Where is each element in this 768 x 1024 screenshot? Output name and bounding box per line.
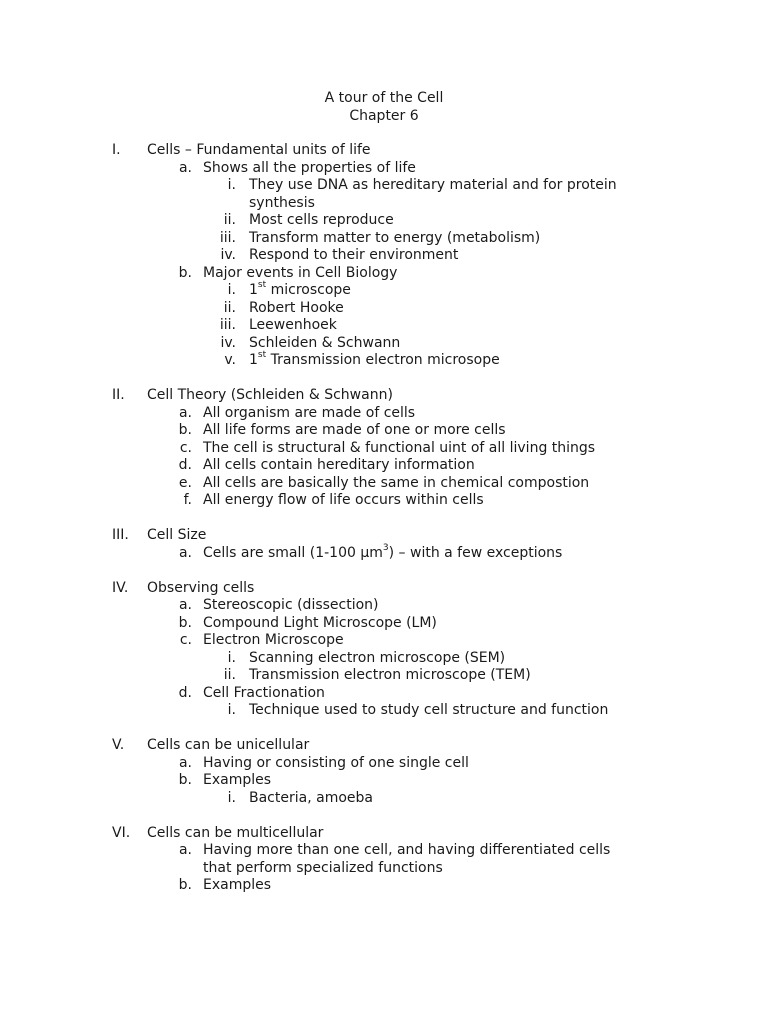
section-spacer: [0, 807, 768, 825]
section-title: Cells can be unicellular: [147, 737, 310, 753]
section-heading: [0, 387, 768, 405]
item-text: All organism are made of cells: [203, 404, 416, 421]
subitem-label: ii.: [223, 212, 236, 228]
outline-item: [0, 265, 768, 283]
subitem-text-rest: Transmission electron microsope: [266, 352, 500, 368]
outline-item-continued: [0, 860, 768, 878]
item-text-continued: that perform specialized functions: [203, 859, 443, 876]
item-label: a.: [178, 404, 192, 421]
item-label: e.: [178, 474, 192, 491]
item-text: All energy flow of life occurs within cells: [203, 492, 484, 508]
cubed-superscript: 3: [382, 542, 389, 553]
section-heading: [0, 825, 768, 843]
item-label: d.: [178, 684, 192, 701]
outline-item: [0, 685, 768, 703]
item-label: b.: [178, 877, 192, 893]
outline-item: [0, 405, 768, 423]
item-label: a.: [178, 159, 192, 176]
outline-subitem: [0, 335, 768, 353]
section-numeral: III.: [112, 527, 129, 543]
outline-item: [0, 440, 768, 458]
subitem-text: Bacteria, amoeba: [249, 789, 373, 806]
subitem-text: Technique used to study cell structure and function: [249, 702, 609, 718]
subitem-label: v.: [224, 352, 236, 368]
subitem-text-continued: synthesis: [249, 194, 315, 211]
item-text: Having or consisting of one single cell: [203, 754, 469, 771]
subitem-label: i.: [227, 177, 236, 193]
section-spacer: [0, 510, 768, 528]
subitem-text: Schleiden & Schwann: [249, 334, 401, 351]
subitem-label: i.: [227, 282, 236, 298]
outline-subitem: [0, 230, 768, 248]
subitem-text: Robert Hooke: [249, 299, 344, 316]
ordinal-number: 1: [249, 282, 258, 298]
section-heading: [0, 527, 768, 545]
item-label: c.: [179, 632, 192, 648]
subitem-text: [249, 352, 500, 370]
outline-item: [0, 542, 768, 563]
subitem-text: [249, 282, 351, 300]
document-subtitle: Chapter 6: [349, 107, 419, 124]
section-spacer: [0, 562, 768, 580]
item-label: a.: [178, 754, 192, 771]
item-label: c.: [179, 439, 192, 456]
subitem-label: iii.: [219, 229, 236, 246]
section-numeral: V.: [112, 737, 125, 753]
outline-item: [0, 632, 768, 650]
item-text: All cells contain hereditary information: [203, 457, 475, 473]
subitem-label: iv.: [220, 247, 236, 263]
subitem-label: ii.: [223, 667, 236, 683]
section-title: Cells can be multicellular: [147, 824, 324, 841]
item-text: Examples: [203, 772, 272, 788]
outline-subitem: [0, 212, 768, 230]
outline-item: [0, 842, 768, 860]
item-label: b.: [178, 422, 192, 438]
item-text: Compound Light Microscope (LM): [203, 614, 437, 631]
section-heading: [0, 580, 768, 598]
item-label: b.: [178, 614, 192, 631]
subitem-label: ii.: [223, 299, 236, 316]
item-text: Having more than one cell, and having differentiated cells: [203, 842, 611, 858]
item-label: f.: [183, 492, 192, 508]
outline-subitem-continued: [0, 195, 768, 213]
outline-item: [0, 772, 768, 790]
item-text: Major events in Cell Biology: [203, 264, 398, 281]
outline-item: [0, 422, 768, 440]
outline-subitem: [0, 667, 768, 685]
outline-subitem: [0, 790, 768, 808]
item-label: b.: [178, 772, 192, 788]
outline: [0, 142, 768, 895]
item-label: a.: [178, 544, 192, 561]
item-text-end: ) – with a few exceptions: [388, 544, 563, 561]
section-spacer: [0, 720, 768, 738]
section-title: Observing cells: [147, 579, 255, 596]
outline-item: [0, 160, 768, 178]
outline-subitem: [0, 282, 768, 300]
subitem-label: i.: [227, 702, 236, 718]
document-title: A tour of the Cell: [324, 90, 444, 106]
ordinal-suffix: st: [257, 280, 267, 291]
section-heading: [0, 737, 768, 755]
outline-subitem: [0, 300, 768, 318]
subitem-label: iii.: [219, 317, 236, 333]
item-text: All life forms are made of one or more cells: [203, 422, 506, 438]
subitem-label: i.: [227, 789, 236, 806]
section-title: Cell Theory (Schleiden & Schwann): [147, 387, 393, 403]
outline-subitem: [0, 650, 768, 668]
item-text: Electron Microscope: [203, 632, 344, 648]
outline-subitem: [0, 352, 768, 370]
section-numeral: I.: [112, 142, 121, 158]
section-spacer: [0, 370, 768, 388]
item-label: d.: [178, 457, 192, 473]
outline-subitem: [0, 177, 768, 195]
subitem-text: Transmission electron microscope (TEM): [249, 667, 531, 683]
subitem-label: iv.: [220, 334, 236, 351]
subitem-text: Scanning electron microscope (SEM): [249, 649, 506, 666]
item-text: [203, 542, 563, 563]
outline-subitem: [0, 317, 768, 335]
item-label: a.: [178, 842, 192, 858]
subitem-text: Respond to their environment: [249, 247, 459, 263]
outline-item: [0, 475, 768, 493]
outline-item: [0, 615, 768, 633]
item-label: b.: [178, 264, 192, 281]
subitem-label: i.: [227, 649, 236, 666]
item-text: The cell is structural & functional uint of all living things: [203, 439, 596, 456]
outline-item: [0, 755, 768, 773]
outline-item: [0, 492, 768, 510]
item-text: Shows all the properties of life: [203, 159, 416, 176]
item-text-start: Cells are small (1-100 µm: [203, 544, 383, 561]
subitem-text: Leewenhoek: [249, 317, 337, 333]
subitem-text-rest: microscope: [266, 282, 351, 298]
outline-subitem: [0, 247, 768, 265]
outline-item: [0, 457, 768, 475]
ordinal-number: 1: [249, 352, 258, 368]
item-text: All cells are basically the same in chemical compostion: [203, 474, 590, 491]
section-title: Cell Size: [147, 527, 207, 543]
subitem-text: Most cells reproduce: [249, 212, 394, 228]
title-block: [0, 90, 768, 125]
outline-item: [0, 877, 768, 895]
section-heading: [0, 142, 768, 160]
item-text: Cell Fractionation: [203, 684, 325, 701]
ordinal-suffix: st: [257, 350, 267, 361]
section-title: Cells – Fundamental units of life: [147, 142, 371, 158]
section-numeral: IV.: [112, 579, 129, 596]
item-label: a.: [178, 597, 192, 613]
outline-subitem: [0, 702, 768, 720]
subitem-text: Transform matter to energy (metabolism): [249, 229, 541, 246]
subitem-text: They use DNA as hereditary material and for protein: [249, 177, 617, 193]
section-numeral: VI.: [112, 824, 131, 841]
item-text: Stereoscopic (dissection): [203, 597, 379, 613]
outline-item: [0, 597, 768, 615]
section-numeral: II.: [112, 387, 125, 403]
item-text: Examples: [203, 877, 272, 893]
